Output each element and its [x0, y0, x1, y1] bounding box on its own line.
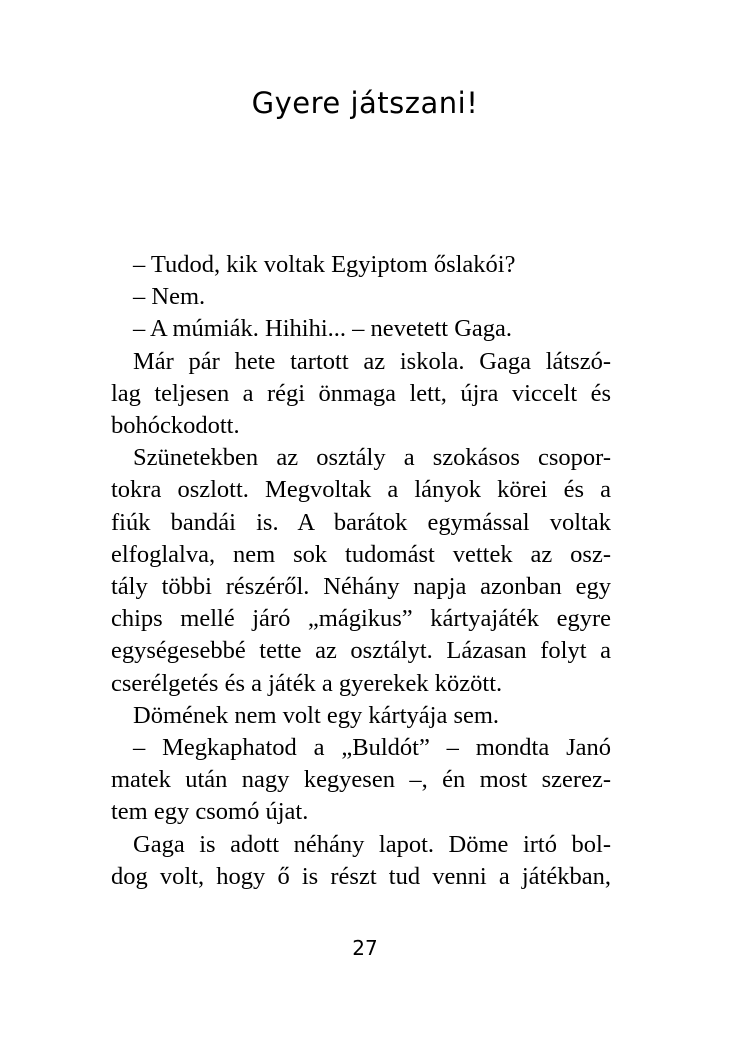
text-line: Dömének nem volt egy kártyája sem. [133, 701, 500, 729]
text-line: cserélgetés és a játék a gyerekek között. [111, 669, 503, 697]
text-line: Gaga is adott néhány lapot. Döme irtó bol- [133, 830, 611, 858]
text-line: tem egy csomó újat. [111, 798, 309, 826]
text-line: chips mellé járó „mágikus” kártyajáték egyre [111, 605, 611, 633]
text-line: lag teljesen a régi önmaga lett, újra viccelt és [111, 379, 611, 407]
text-line: matek után nagy kegyesen –, én most szerez- [111, 766, 611, 794]
text-line: fiúk bandái is. A barátok egymással voltak [111, 508, 611, 536]
text-line: bohóckodott. [111, 412, 240, 440]
text-line: elfoglalva, nem sok tudomást vettek az osz- [111, 540, 611, 568]
text-body [111, 249, 611, 893]
text-line: – A múmiák. Hihihi... – nevetett Gaga. [133, 315, 513, 343]
text-line: – Nem. [133, 283, 206, 311]
text-line: tokra oszlott. Megvoltak a lányok körei és a [111, 476, 611, 504]
text-line: egységesebbé tette az osztályt. Lázasan folyt a [111, 637, 611, 665]
text-line: Már pár hete tartott az iskola. Gaga látszó- [133, 347, 611, 375]
text-line: Szünetekben az osztály a szokásos csopor- [133, 444, 611, 472]
text-line: – Tudod, kik voltak Egyiptom őslakói? [133, 251, 516, 278]
page-title: Gyere játszani! [251, 86, 479, 120]
text-line: – Megkaphatod a „Buldót” – mondta Janó [133, 734, 611, 762]
text-line: dog volt, hogy ő is részt tud venni a játékban, [111, 862, 611, 890]
text-line: tály többi részéről. Néhány napja azonban egy [111, 573, 611, 601]
page-number: 27 [352, 936, 378, 960]
